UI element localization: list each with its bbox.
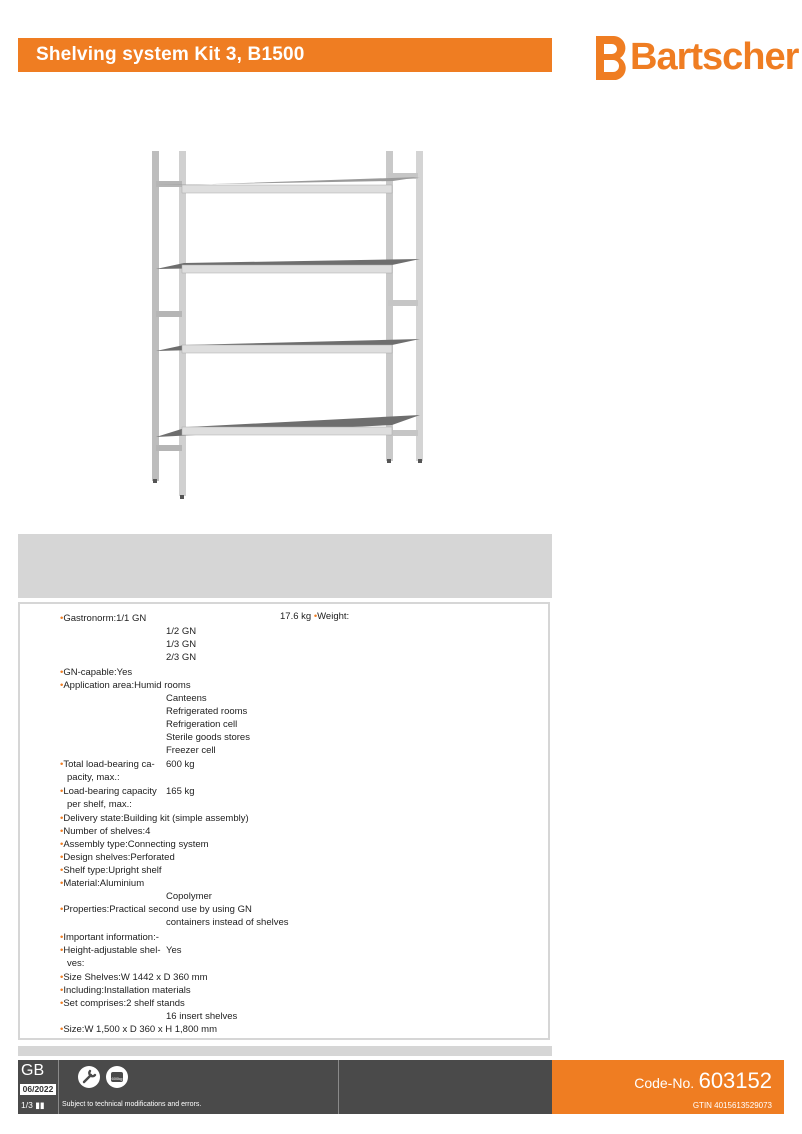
svg-text:600kg: 600kg	[111, 1076, 123, 1081]
spec-application-area: •Application area:Humid rooms	[60, 680, 191, 691]
spec-weight: 17.6 kg •Weight:	[280, 611, 350, 622]
spec-gastronorm: •Gastronorm:1/1 GN	[60, 613, 147, 624]
grey-strip	[18, 1046, 552, 1056]
spec-value: 2/3 GN	[166, 652, 197, 663]
spec-list	[18, 602, 550, 1040]
spec-value: 1/3 GN	[166, 639, 197, 650]
disclaimer: Subject to technical modifications and errors.	[62, 1101, 202, 1108]
footer	[18, 1060, 552, 1114]
page-number: 1/3 ▮▮	[21, 1100, 45, 1110]
spec-size: •Size:W 1,500 x D 360 x H 1,800 mm	[60, 1024, 217, 1035]
spec-including: •Including:Installation materials	[60, 985, 191, 996]
logo-text: Bartscher	[630, 36, 799, 78]
logo-b-mark-icon	[590, 32, 634, 82]
spec-value: Freezer cell	[166, 745, 216, 756]
date-badge: 06/2022	[20, 1084, 56, 1095]
spec-value: containers instead of shelves	[166, 917, 289, 928]
bartscher-logo	[590, 30, 799, 90]
spec-delivery-state: •Delivery state:Building kit (simple assembly)	[60, 813, 249, 824]
spec-value: Refrigerated rooms	[166, 706, 248, 717]
spec-shelf-type: •Shelf type:Upright shelf	[60, 865, 162, 876]
spec-height-adjustable: •Height-adjustable shel-	[60, 945, 161, 956]
spec-value: Copolymer	[166, 891, 212, 902]
spec-properties: •Properties:Practical second use by using GN	[60, 904, 252, 915]
spec-label-cont: ves:	[67, 958, 85, 969]
spec-material: •Material:Aluminium	[60, 878, 145, 889]
title-bar	[18, 38, 552, 72]
spec-value: Canteens	[166, 693, 207, 704]
weight-icon	[106, 1066, 128, 1088]
spec-design-shelves: •Design shelves:Perforated	[60, 852, 175, 863]
spec-value: 16 insert shelves	[166, 1011, 238, 1022]
spec-set-comprises: •Set comprises:2 shelf stands	[60, 998, 185, 1009]
spec-value: 165 kg	[166, 786, 195, 797]
spec-label-cont: pacity, max.:	[67, 772, 120, 783]
spec-value: 1/2 GN	[166, 626, 197, 637]
code-panel	[552, 1060, 784, 1114]
spec-size-shelves: •Size Shelves:W 1442 x D 360 mm	[60, 972, 208, 983]
spec-value: Sterile goods stores	[166, 732, 250, 743]
wrench-icon	[78, 1066, 100, 1088]
spec-value: Refrigeration cell	[166, 719, 238, 730]
spec-load-per-shelf: •Load-bearing capacity	[60, 786, 157, 797]
spec-total-load: •Total load-bearing ca-	[60, 759, 155, 770]
spec-value: 600 kg	[166, 759, 195, 770]
page-title: Shelving system Kit 3, B1500	[36, 44, 305, 65]
spec-number-shelves: •Number of shelves:4	[60, 826, 151, 837]
product-image	[148, 145, 438, 505]
spec-value: Yes	[166, 945, 182, 956]
grey-info-box	[18, 534, 552, 598]
spec-gn-capable: •GN-capable:Yes	[60, 667, 133, 678]
footer-divider	[338, 1060, 339, 1114]
footer-divider	[58, 1060, 59, 1114]
spec-assembly-type: •Assembly type:Connecting system	[60, 839, 209, 850]
code-number: Code-No. 603152	[634, 1068, 772, 1093]
spec-important-info: •Important information:-	[60, 932, 159, 943]
language-code: GB	[21, 1062, 45, 1079]
spec-label-cont: per shelf, max.:	[67, 799, 132, 810]
gtin: GTIN 4015613529073	[692, 1101, 772, 1110]
